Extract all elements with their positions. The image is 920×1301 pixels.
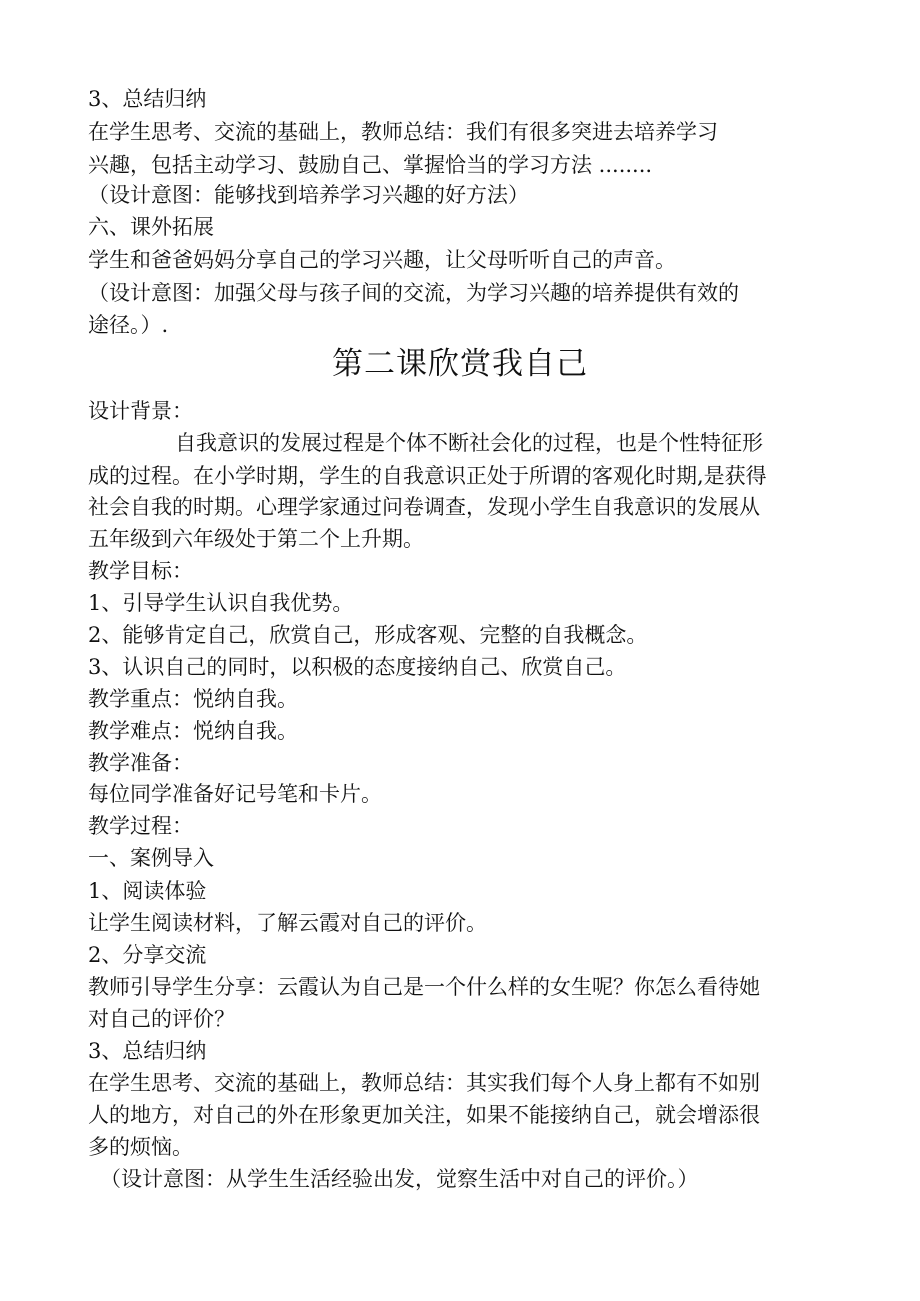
step1-heading: 1、阅读体验 <box>88 879 207 903</box>
background-text-line: 社会自我的时期。心理学家通过问卷调查，发现小学生自我意识的发展从 <box>88 495 760 519</box>
extension-heading: 六、课外拓展 <box>88 215 214 239</box>
background-label: 设计背景： <box>88 399 193 423</box>
key-point: 教学重点：悦纳自我。 <box>88 687 298 711</box>
extension-text: 学生和爸爸妈妈分享自己的学习兴趣，让父母听听自己的声音。 <box>88 248 676 272</box>
difficulty: 教学难点：悦纳自我。 <box>88 719 298 743</box>
goals-label: 教学目标： <box>88 559 193 583</box>
step3-heading: 3、总结归纳 <box>88 1039 207 1063</box>
step1-text: 让学生阅读材料，了解云霞对自己的评价。 <box>88 911 487 935</box>
design-intent-note: （设计意图：能够找到培养学习兴趣的好方法） <box>88 183 529 207</box>
process-label: 教学过程： <box>88 814 193 838</box>
step2-heading: 2、分享交流 <box>88 943 207 967</box>
design-intent-note: （设计意图：从学生生活经验出发，觉察生活中对自己的评价。） <box>100 1167 699 1191</box>
prep-text: 每位同学准备好记号笔和卡片。 <box>88 782 382 806</box>
summary-heading: 3、总结归纳 <box>88 87 207 111</box>
step3-text-line: 人的地方，对自己的外在形象更加关注，如果不能接纳自己，就会增添很 <box>88 1103 760 1127</box>
step2-text-line: 对自己的评价？ <box>88 1007 235 1031</box>
background-text-line: 成的过程。在小学时期，学生的自我意识正处于所谓的客观化时期,是获得 <box>88 464 767 488</box>
part1-heading: 一、案例导入 <box>88 846 214 870</box>
design-intent-note: （设计意图：加强父母与孩子间的交流，为学习兴趣的培养提供有效的 <box>88 281 739 305</box>
step2-text-line: 教师引导学生分享：云霞认为自己是一个什么样的女生呢？你怎么看待她 <box>88 975 760 999</box>
step3-text-line: 多的烦恼。 <box>88 1135 193 1159</box>
goal-item: 3、认识自己的同时，以积极的态度接纳自己、欣赏自己。 <box>88 655 627 679</box>
background-text-line: 五年级到六年级处于第二个上升期。 <box>88 527 424 551</box>
step3-text-line: 在学生思考、交流的基础上，教师总结：其实我们每个人身上都有不如别 <box>88 1071 760 1095</box>
lesson-title: 第二课欣赏我自己 <box>332 346 588 382</box>
background-text-line: 自我意识的发展过程是个体不断社会化的过程，也是个性特征形 <box>175 431 763 455</box>
design-intent-note: 途径。）. <box>88 313 169 337</box>
summary-text-line: 在学生思考、交流的基础上，教师总结：我们有很多突进去培养学习 <box>88 120 718 144</box>
goal-item: 1、引导学生认识自我优势。 <box>88 591 354 615</box>
summary-text-line: 兴趣，包括主动学习、鼓励自己、掌握恰当的学习方法 ........ <box>88 153 653 177</box>
goal-item: 2、能够肯定自己，欣赏自己，形成客观、完整的自我概念。 <box>88 623 648 647</box>
prep-label: 教学准备： <box>88 751 193 775</box>
